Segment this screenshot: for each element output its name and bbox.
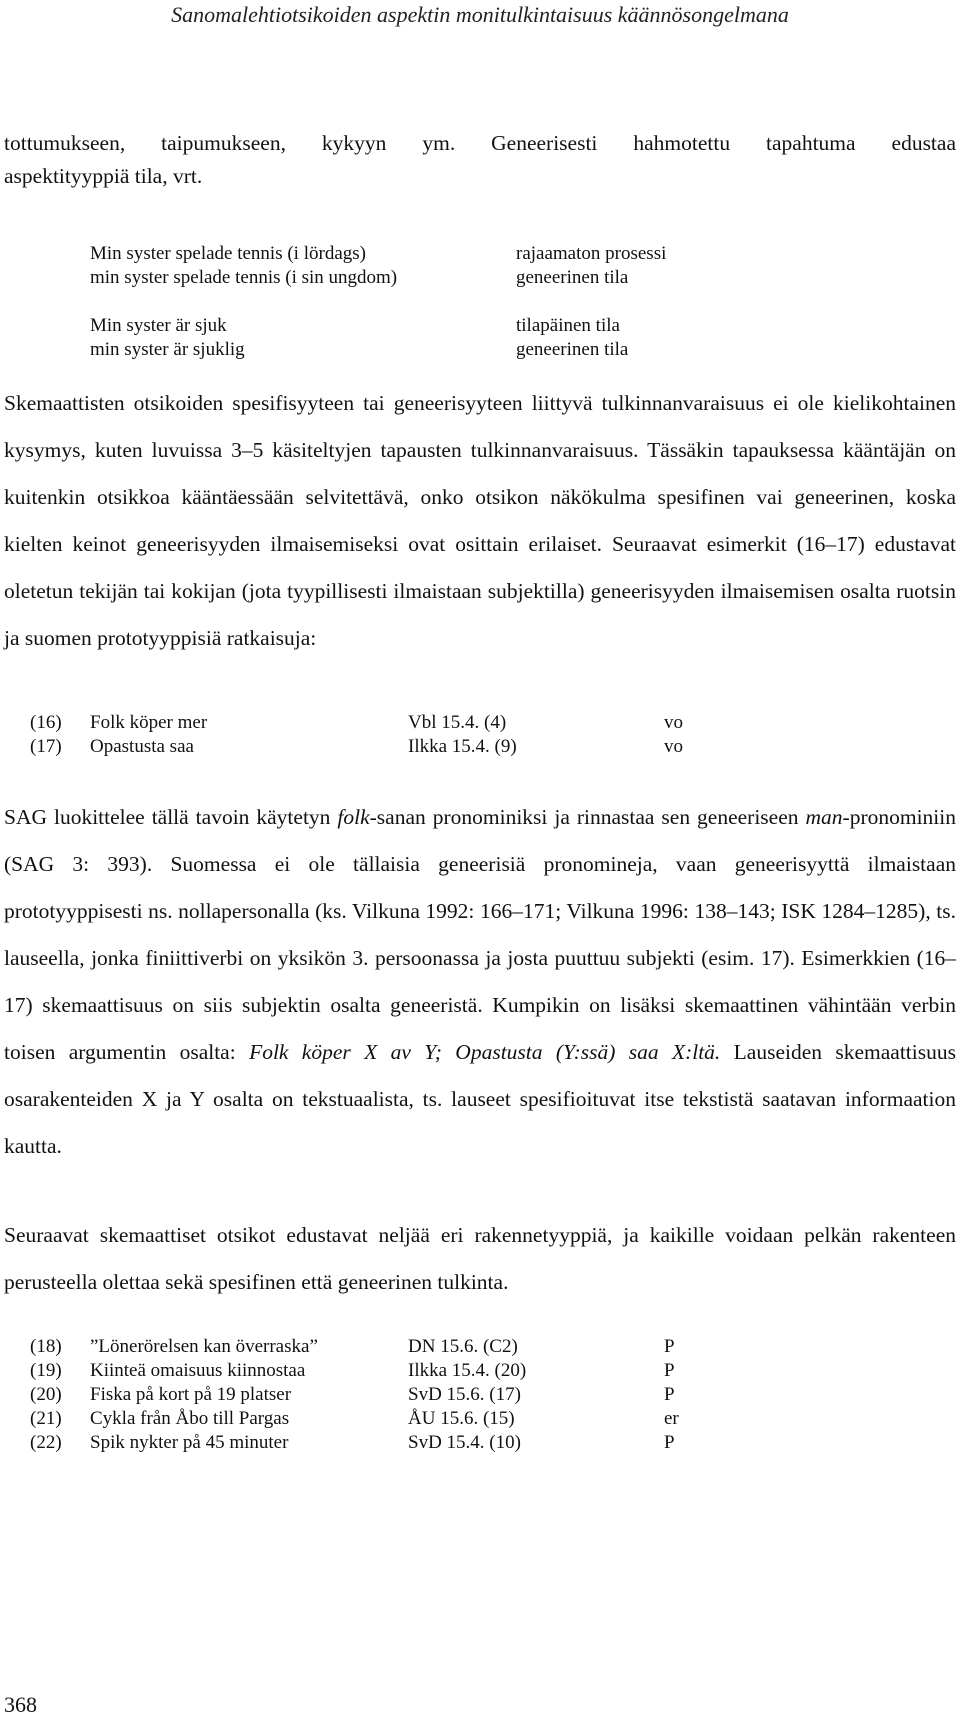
example-row xyxy=(0,1334,960,1360)
italic-term: folk xyxy=(337,805,370,829)
example-number: (22) xyxy=(30,1432,62,1453)
example-code: P xyxy=(664,1432,675,1453)
example-text: Folk köper mer xyxy=(90,712,208,733)
example-source: ÅU 15.6. (15) xyxy=(408,1408,515,1429)
text-run: -pronominiin (SAG 3: 393). Suomessa ei ole tällaisia geneerisiä pronomineja, vaan geneerisyyttä ilmaistaan prototyyppisesti ns. nollapersonalla (ks. Vilkuna 1992: 166–171; Vilkuna 1996: 138–143; ISK 1284–1285), ts. lauseella, jonka finiittiverbi on yksikön 3. persoonassa ja josta puuttuu subjekti (esim. 17). Esimerkkien (16–17) skemaattisuus on siis subjektin osalta geneeristä. Kumpikin on lisäksi skemaattinen vähintään verbin toisen argumentin osalta: xyxy=(4,805,956,1064)
italic-example: Folk köper X av Y; Opastusta (Y:ssä) saa X:ltä. xyxy=(249,1040,721,1064)
example-right: geneerinen tila xyxy=(516,339,629,360)
example-number: (17) xyxy=(30,736,62,757)
example-left: min syster spelade tennis (i sin ungdom) xyxy=(90,267,398,288)
paragraph-body xyxy=(4,380,956,662)
paragraph-body xyxy=(4,1212,956,1306)
example-code: er xyxy=(664,1408,679,1429)
example-code: P xyxy=(664,1360,675,1381)
example-number: (19) xyxy=(30,1360,62,1381)
example-left: Min syster spelade tennis (i lördags) xyxy=(90,243,366,264)
example-text: Fiska på kort på 19 platser xyxy=(90,1384,292,1405)
text-run: SAG luokittelee tällä tavoin käytetyn xyxy=(4,805,338,829)
example-row xyxy=(0,734,960,760)
running-header: Sanomalehtiotsikoiden aspektin monitulkintaisuus käännösongelmana xyxy=(171,2,789,27)
example-text: Kiinteä omaisuus kiinnostaa xyxy=(90,1360,306,1381)
example-row xyxy=(0,1406,960,1432)
example-text: Opastusta saa xyxy=(90,736,194,757)
paragraph-text: Seuraavat skemaattiset otsikot edustavat neljää eri rakennetyyppiä, ja kaikille voidaan pelkän rakenteen perusteella olettaa sekä spesifinen että geneerinen tulkinta. xyxy=(4,1223,956,1294)
example-text: Spik nykter på 45 minuter xyxy=(90,1432,289,1453)
example-number: (21) xyxy=(30,1408,62,1429)
example-code: vo xyxy=(664,712,683,733)
example-left: Min syster är sjuk xyxy=(90,315,227,336)
example-right: geneerinen tila xyxy=(516,267,629,288)
example-code: P xyxy=(664,1384,675,1405)
example-source: SvD 15.6. (17) xyxy=(408,1384,521,1405)
example-source: Ilkka 15.4. (9) xyxy=(408,736,517,757)
paragraph-text xyxy=(4,794,956,1170)
example-source: DN 15.6. (C2) xyxy=(408,1336,518,1357)
paragraph-body xyxy=(4,794,956,1170)
page-number: 368 xyxy=(4,1692,37,1717)
example-right: tilapäinen tila xyxy=(516,315,620,336)
example-row xyxy=(0,1382,960,1408)
text-run: -sanan pronominiksi ja rinnastaa sen geneeriseen xyxy=(369,805,806,829)
example-source: Ilkka 15.4. (20) xyxy=(408,1360,527,1381)
paragraph-line: tottumukseen, taipumukseen, kykyyn ym. Geneerisesti hahmotettu tapahtuma edustaa xyxy=(4,131,956,155)
paragraph-text: Skemaattisten otsikoiden spesifisyyteen tai geneerisyyteen liittyvä tulkinnanvaraisuus ei ole kielikohtainen kysymys, kuten luvuissa 3–5 käsiteltyjen tapausten tulkinnanvaraisuus. Tässäkin tapauksessa kääntäjän on kuitenkin otsikkoa kääntäessään selvitettävä, onko otsikon näkökulma spesifinen vai geneerinen, koska kielten keinot geneerisyyden ilmaisemiseksi ovat osittain erilaiset. Seuraavat esimerkit (16–17) edustavat oletetun tekijän tai kokijan (jota tyypillisesti ilmaistaan subjektilla) geneerisyyden ilmaisemisen osalta ruotsin ja suomen prototyyppisiä ratkaisuja: xyxy=(4,391,956,650)
example-source: SvD 15.4. (10) xyxy=(408,1432,521,1453)
text-run: Lauseiden skemaattisuus osarakenteiden X ja Y osalta on tekstuaalista, ts. lauseet spesifioituvat itse tekstistä saatavan informaation kautta. xyxy=(4,1040,956,1158)
example-right: rajaamaton prosessi xyxy=(516,243,667,264)
example-left: min syster är sjuklig xyxy=(90,339,245,360)
example-text: ”Lönerörelsen kan överraska” xyxy=(90,1336,318,1357)
example-number: (16) xyxy=(30,712,62,733)
example-code: P xyxy=(664,1336,675,1357)
example-code: vo xyxy=(664,736,683,757)
italic-term: man xyxy=(805,805,843,829)
paragraph-line: aspektityyppiä tila, vrt. xyxy=(4,164,203,188)
example-number: (18) xyxy=(30,1336,62,1357)
example-row xyxy=(0,710,960,736)
example-row xyxy=(0,1430,960,1456)
example-text: Cykla från Åbo till Pargas xyxy=(90,1408,290,1429)
example-number: (20) xyxy=(30,1384,62,1405)
example-row xyxy=(0,1358,960,1384)
example-source: Vbl 15.4. (4) xyxy=(408,712,507,733)
paragraph-intro xyxy=(4,120,956,200)
